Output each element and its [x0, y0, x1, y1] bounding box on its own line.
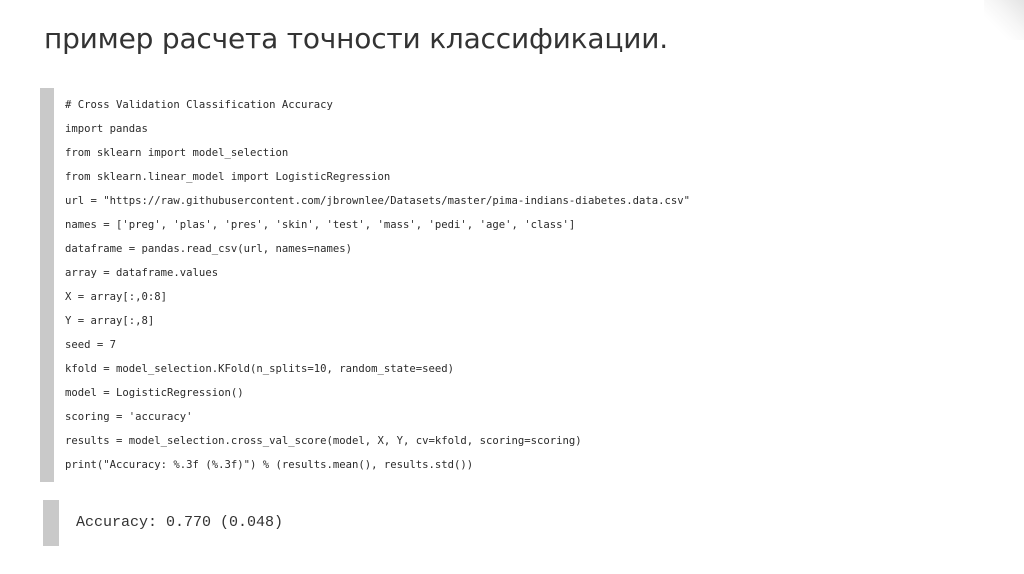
code-block-bar	[40, 88, 54, 482]
code-line: names = ['preg', 'plas', 'pres', 'skin', 'test', 'mass', 'pedi', 'age', 'class']	[65, 219, 576, 231]
code-line: import pandas	[65, 123, 148, 135]
code-line: scoring = 'accuracy'	[65, 411, 193, 423]
output-block	[40, 500, 600, 546]
code-lines	[65, 98, 690, 482]
code-line: X = array[:,0:8]	[65, 291, 168, 303]
code-line: from sklearn.linear_model import LogisticRegression	[65, 171, 391, 183]
code-line: # Cross Validation Classification Accuracy	[65, 99, 333, 111]
page-corner-shadow	[984, 0, 1024, 40]
code-block	[40, 88, 691, 482]
code-line: model = LogisticRegression()	[65, 387, 244, 399]
code-line: print("Accuracy: %.3f (%.3f)") % (results.mean(), results.std())	[65, 459, 474, 471]
code-line: dataframe = pandas.read_csv(url, names=names)	[65, 243, 353, 255]
code-line: from sklearn import model_selection	[65, 147, 289, 159]
output-text: Accuracy: 0.770 (0.048)	[76, 514, 284, 531]
code-line: url = "https://raw.githubusercontent.com/jbrownlee/Datasets/master/pima-indians-diabetes.data.csv"	[65, 195, 691, 207]
code-line: seed = 7	[65, 339, 117, 351]
code-line: Y = array[:,8]	[65, 315, 155, 327]
code-line: array = dataframe.values	[65, 267, 219, 279]
page-title: пример расчета точности классификации.	[44, 22, 668, 55]
code-line: kfold = model_selection.KFold(n_splits=10, random_state=seed)	[65, 363, 455, 375]
code-line: results = model_selection.cross_val_score(model, X, Y, cv=kfold, scoring=scoring)	[65, 435, 582, 447]
output-block-bar	[43, 500, 59, 546]
